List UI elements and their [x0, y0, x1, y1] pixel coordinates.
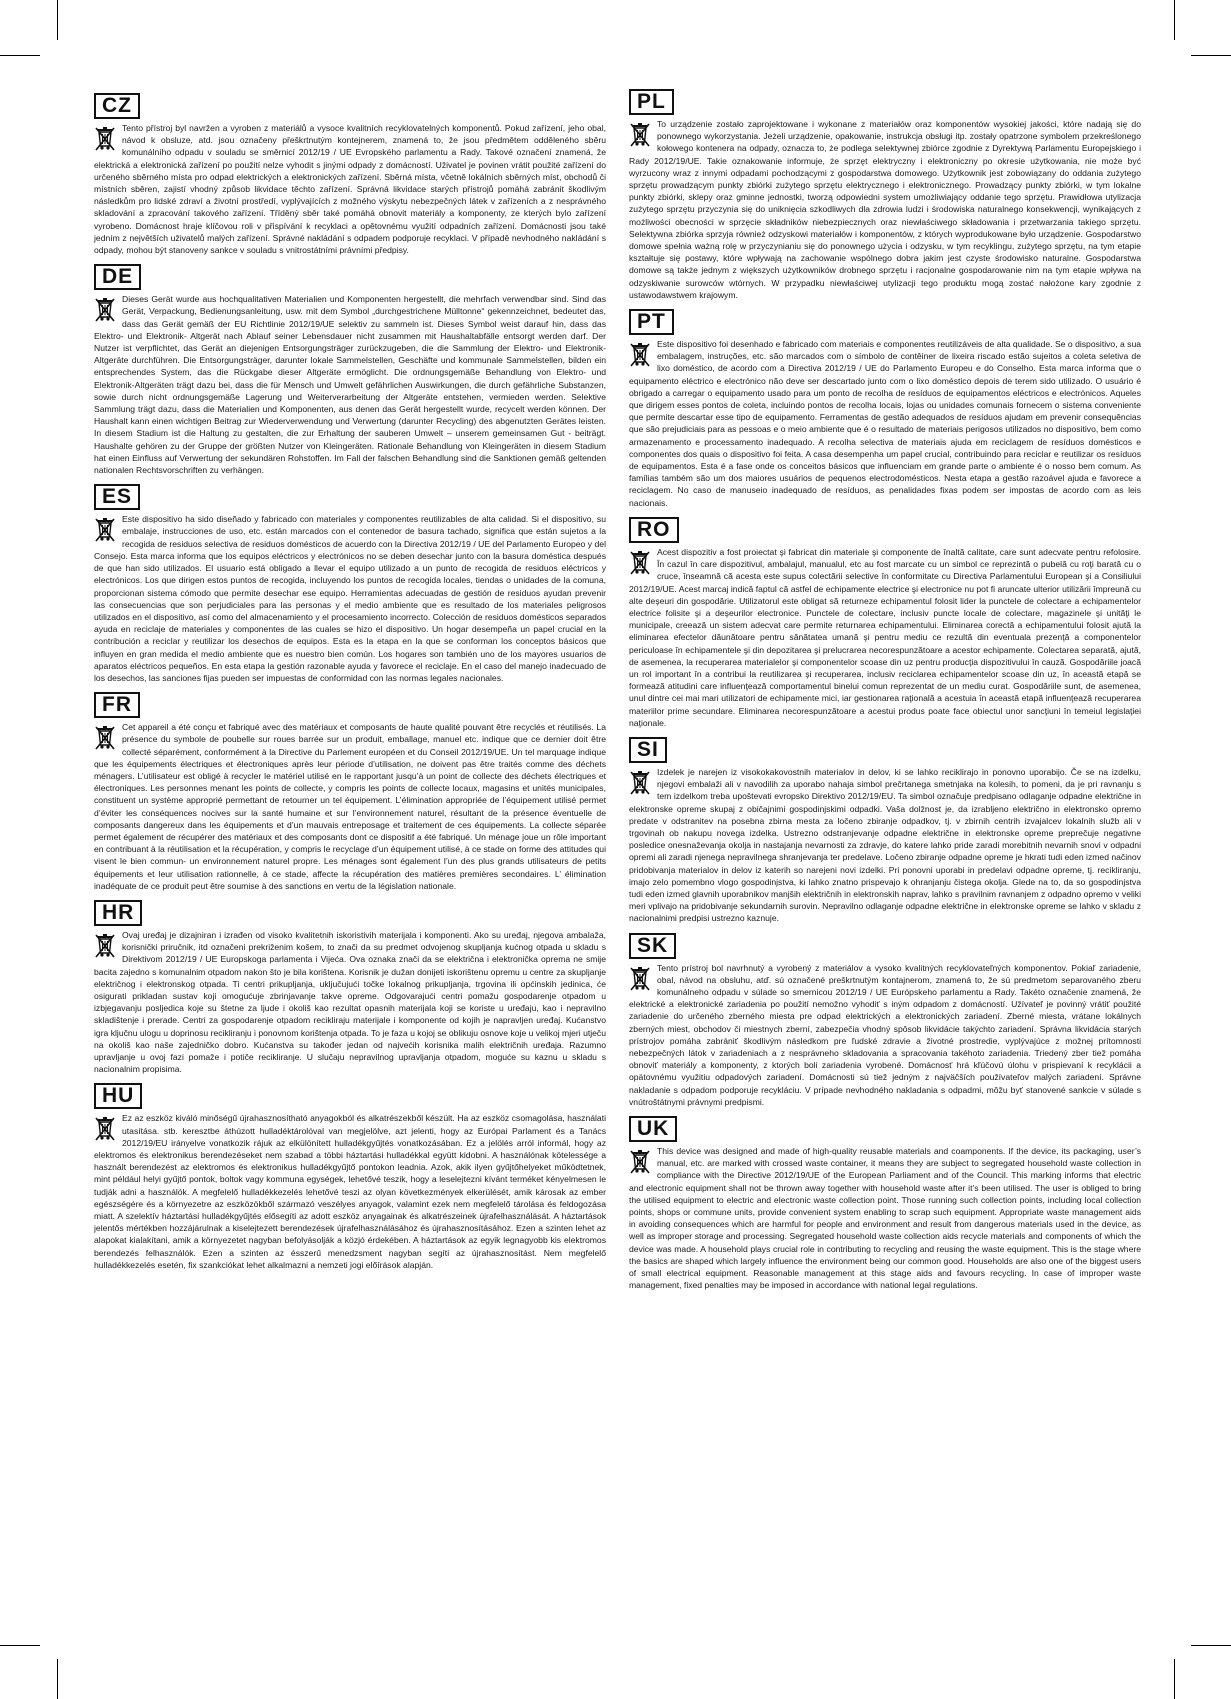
- crossed-out-wheelie-bin-icon: [629, 964, 651, 992]
- section-text: Tento přístroj byl navržen a vyroben z materiálů a vysoce kvalitních recyklovatelných komponentů. Pokud zařízení, jeho obal, návod k obsluze, atd. jsou označeny přeškrtnutým kontejnerem, znamená to, že jsou předmětem odděleného sběru komunálního odpadu v souladu se směrnicí 2012/19 / UE Evropského parlamentu a Rady. Takové označení znamená, že elektrická a elektronická zařízení po použití nelze vyhodit s jinými odpady z domácností. Uživatel je povinen vrátit použité zařízení do určeného sběrného místa pro odpad elektrických a elektronických zařízení. Sběrná místa, včetně lokálních sběrných míst, obchodů či místních sběren, zajistí vhodný způsob likvidace těchto zařízení. Správná likvidace starých přístrojů pomáhá zabránit škodlivým následkům pro lidské zdraví a životní prostředí, vyplývajících z možného výskytu nebezpečných látek v zařízeních a z nesprávného skladování a zpracování takového zařízení. Tříděný sběr také pomáhá obnovit materiály a komponenty, ze kterých bylo zařízení vyrobeno. Domácnost hraje klíčovou roli v přispívání k recyklaci a opětovnému využití odpadních zařízení. Domácnosti jsou také jedním z největších uživatelů malých zařízení. Správné nakládání s odpadem podporuje recyklaci. V případě nevhodného nakládání s odpady, mohou být stanoveny sankce v souladu s vnitrostátními právními předpisy.: [94, 123, 606, 256]
- crossed-out-wheelie-bin-icon: [94, 723, 116, 751]
- crop-mark: [1174, 1659, 1175, 1699]
- crossed-out-wheelie-bin-icon: [629, 340, 651, 368]
- section-text: To urządzenie zostało zaprojektowane i wykonane z materiałów oraz komponentów wysokiej jakości, które nadają się do ponownego wykorzystania. Jeżeli urządzenie, opakowanie, instrukcja obsługi itp. zostały opatrzone symbolem przekreślonego kołowego kontenera na odpady, oznacza to, że podlega selektywnej zbiórce zgodnie z Dyrektywą Parlamentu Europejskiego i Rady 2012/19/UE. Takie oznakowanie informuje, że sprzęt elektryczny i elektroniczny po okresie użytkowania, nie może być wyrzucony wraz z innymi odpadami pochodzącymi z gospodarstwa domowego. Użytkownik jest zobowiązany do oddania zużytego sprzętu prowadzącym punkty zbiórki zużytego sprzętu elektrycznego i elektronicznego. Prowadzący punkty zbiórki, w tym lokalne punkty zbiórki, sklepy oraz gminne jednostki, tworzą odpowiedni system umożliwiający oddanie tego sprzętu. Prawidłowa utylizacja zużytego sprzętu przyczynia się do uniknięcia szkodliwych dla zdrowia ludzi i środowiska naturalnego konsekwencji, wynikających z możliwości obecności w sprzęcie składników niebezpiecznych oraz niewłaściwego składowania i przetwarzania takiego sprzętu. Selektywna zbiórka sprzyja również odzyskowi materiałów i komponentów, z których wyprodukowane było urządzenie. Gospodarstwo domowe spełnia ważną rolę w przyczynianiu się do ponownego użycia i odzysku, w tym recyklingu, zużytego sprzętu, na tym etapie kształtuje się postawy, które wpływają na zachowanie wspólnego dobra jakim jest czyste środowisko naturalne. Gospodarstwa domowe są także jednym z większych użytkowników drobnego sprzętu i racjonalne gospodarowanie nim na tym etapie wpływa na odzyskiwanie surowców wtórnych. W przypadku niewłaściwej utylizacji tego produktu mogą zostać nałożone kary zgodnie z ustawodawstwem krajowym.: [629, 119, 1141, 300]
- crop-mark: [57, 0, 58, 40]
- language-section-sk: [629, 933, 1141, 1108]
- section-text: Este dispositivo ha sido diseñado y fabricado con materiales y componentes reutilizables de alta calidad. Si el dispositivo, su embalaje, instrucciones de uso, etc. están marcados con el contenedor de basura tachado, significa que están sujetos a la recogida de residuos selectiva de residuos domésticos de acuerdo con la Directiva 2012/19 / UE del Parlamento Europeo y del Consejo. Esta marca informa que los equipos eléctricos y electrónicos no se deben desechar junto con la basura doméstica después de que han sido utilizados. El usuario está obligado a llevar el equipo utilizado a un punto de recogida de residuos eléctricos y electrónicos. Los que dirigen estos puntos de recogida, incluyendo los puntos de recogida locales, tiendas o unidades de la comuna, proporcionan sistema cómodo que permite desechar ese equipo. Herramientas adecuadas de gestión de residuos ayudan prevenir las consecuencias que son perjudiciales para las personas y el medio ambiente que es resultado de los materiales peligrosos utilizados en el dispositivo, así como del almacenamiento y el procesamiento incorrecto. Colección de residuos domésticos separados ayuda en reciclaje de materiales y componentes de las cuales se hizo el dispositivo. Un hogar desempeña un papel crucial en la contribución a reciclar y reutilizar los desechos de equipos. Esta es la etapa en la que se conforman los conceptos básicos que influyen en gran medida el medio ambiente que es nuestro bien común. Los hogares son también uno de los mayores usuarios de aparatos eléctricos pequeños. En esta etapa la gestión razonable ayuda y favorece el reciclaje. En el caso del manejo inadecuado de los desechos, las sanciones fijas pueden ser impuestas de conformidad con las normas legales nacionales.: [94, 514, 606, 683]
- language-code-badge: HU: [94, 1083, 142, 1109]
- section-text: Acest dispozitiv a fost proiectat şi fabricat din materiale şi componente de înaltă calitate, care sunt adecvate pentru refolosire. În cazul în care dispozitivul, ambalajul, manualul, etc au fost marcate cu un simbol ce reprezintă o pubelă cu roţi barată cu o cruce, înseamnă că acesta este supus colectării selective în conformitate cu Directiva Parlamentului European şi a Consiliului 2012/19/UE. Acest marcaj indică faptul că astfel de echipamente electrice şi electronice nu pot fi aruncate ulterior utilizării împreună cu alte deşeuri din gospodărie. Utilizatorul este obligat să returneze echipamentul folosit lider la punctele de colectare a echipamentelor electrice folisite şi a deşeurilor electronice. Punctele de colectare, inclusiv puncte locale de colectare, magazinele şi unităţi le municipale, creează un sistem adecvat care permite returnarea echipamentului. Eliminarea corectă a echipamentului folosit ajută la eliminarea efectelor dăunătoare pentru sănătatea umană şi pentru mediu ce rezultă din eventuala prezenţă a componentelor periculoase în echipamentele şi din depozitarea şi prelucrarea necorespunzătoare a acestor echipamente. Colectarea separată, ajută, de asemenea, la recuperarea materialelor şi componentelor scoase din uz pentru producţia dispozitivului în cauză. Gospodăriile joacă un rol important în a contribui la reutilizarea şi recuperarea, inclusiv reciclarea echipamentelor scoase din uz, în această etapă se formează atitudini care influenţează comportamentul binelui comun reprezentat de un mediu curat. Gospodăriile sunt, de asemenea, unul dintre cei mai mari utilizatori de echipamente mici, iar gestionarea raţională a acestuia în această etapă influenţează recuperarea materiilor prime secundare. Eliminarea necorespunzătoare a acestui produs poate face obiectul unor sancţiuni în temeiul legislaţiei naţionale.: [629, 546, 1141, 728]
- language-section-hu: [94, 1083, 606, 1271]
- section-text: This device was designed and made of high-quality reusable materials and coamponents. If the device, its packaging, user’s manual, etc. are marked with crossed waste container, it means they are subject to segregated household waste collection in compliance with the Directive 2012/19/UE of the European Parliament and of the Council. This marking informs that electric and electronic equipment shall not be thrown away together with household waste after it’s been utilised. The user is obliged to bring the utilised equipment to electric and electronic waste collection point. Those running such collection points, including local collection points, shops or commune units, provide convenient system enabling to scrap such equipment. Appropriate waste management aids in avoiding consequences which are harmful for people and environment and result from dangerous materials used in the device, as well as improper storage and processing. Segregated household waste collection aids recycle materials and components of which the device was made. A household plays crucial role in contributing to recycling and reusing the waste equipment. This is the stage where the basics are shaped which largely influence the environment being our common good. Households are also one of the biggest users of small electrical equipment. Reasonable management at this stage aids and favours recycling. In case of improper waste management, fixed penalties may be imposed in accordance with national legal regulations.: [629, 1146, 1141, 1291]
- section-body: [94, 513, 606, 684]
- language-code-badge: FR: [94, 692, 140, 718]
- language-code-badge: SK: [629, 933, 676, 959]
- crossed-out-wheelie-bin-icon: [94, 295, 116, 323]
- section-text: Izdelek je narejen iz visokokakovostnih materialov in delov, ki se lahko reciklirajo in ponovno uporabijo. Če se na izdelku, njegovi embalaži ali v navodilih za uporabo nahaja simbol prečrtanega smetnjaka na kolesih, to pomeni, da je pri ravnanju s tem izdelkom treba upoštevati evropsko Direktivo 2012/19/EU. Ta simbol označuje predpisano odlaganje odpadne električne in elektronske opreme skupaj z običajnimi gospodinjskimi odpadki. Vaša dolžnost je, da izrabljeno električno in elektronsko opremo predate v odstranitev na posebna zbirna mesta za ločeno zbiranje odpadkov, tj. v zbirnih centrih izvajalcev lokalnih služb ali v trgovinah ob nakupu novega izdelka. Ustrezno odstranjevanje odpadne električne in elektronske opreme preprečuje negativne posledice onesnaževanja okolja in nastajanja nevarnosti za zdravje, do katere lahko pride zaradi morebitnih nevarnih snovi v odpadni opremi ali zaradi njenega nepravilnega shranjevanja ter predelave. Ločeno zbiranje odpadne opreme je hkrati tudi eden izmed načinov pridobivanja materialov in delov iz katerih so narejeni novi izdelki. Pri ponovni uporabi in predelavi odpadne opreme, tj. recikliranju, imajo zelo pomembno vlogo gospodinjstva, ki lahko znatno prispevajo k ohranjanju čistega okolja. Glede na to, da so gospodinjstva tudi eden izmed glavnih uporabnikov manjših električnih in elektronskih naprav, lahko s pravilnim ravnanjem z odpadno opremo v veliki meri vplivajo na pridobivanje sekundarnih surovin. Nepravilno odlaganje odpadne električne in elektronske opreme se lahko v skladu z nacionalnimi predpisi ustrezno kaznuje.: [629, 766, 1141, 924]
- language-section-fr: [94, 692, 606, 892]
- crossed-out-wheelie-bin-icon: [629, 120, 651, 148]
- language-code-badge: SI: [629, 737, 667, 763]
- language-section-es: [94, 484, 606, 684]
- crossed-out-wheelie-bin-icon: [629, 768, 651, 796]
- language-section-pt: [629, 309, 1141, 509]
- section-body: [629, 118, 1141, 301]
- language-code-badge: DE: [94, 264, 141, 290]
- language-code-badge: ES: [94, 484, 140, 510]
- section-text: Ovaj uređaj je dizajniran i izrađen od visoko kvalitetnih iskoristivih materijala i komponenti. Ako su uređaj, njegova ambalaža, korisnički priručnik, itd označeni prekriženim košem, to znači da su predmet odvojenog skupljanja kućnog otpada u skladu s Direktivom 2012/19 / UE Europskoga parlamenta i Vijeća. Ova oznaka znači da se električna i elektronička oprema ne smije bacita zajedno s komunalnim otpadom nakon što je bila korištena. Korisnik je dužan donijeti iskorištenu opremu u centre za skupljanje električnog i elektronskog otpada. Ti centri prikupljanja, uključujući točke lokalnog prikupljanja, trgovina ili općinskih jedinica, će osigurati prikladan sustav koji omogućuje zbrinjavanje takve opreme. Odgovarajući centri pomažu gospodarenje otpadom u izbjegavanju posljedica koje su štetne za ljude i okoliš kao rezultat opasnih materijala koji se koriste u uređaju, kao i nepravilno skladištenje i prerade. Centri za gospodarenje otpadom recikliraju materijale i komponente od kojih je napravljen uređaj. Kućanstvo igra ključnu ulogu u doprinosu recikliranju i ponovnom korištenja otpada. To je faza u kojoj se oblikuju osnove koje u velikoj mjeri utječu na okoliš kao naše zajedničko dobro. Kućanstva su također jedan od najvećih korisnika malih električnih uređaja. Razumno upravljanje u ovoj fazi pomaže i potiče recikliranje. U slučaju nepravilnog upravljanja otpadom, moguće su kaznu u skladu s nacionalnim propisima.: [94, 929, 606, 1075]
- crossed-out-wheelie-bin-icon: [94, 515, 116, 543]
- language-code-badge: RO: [629, 517, 679, 543]
- language-code-badge: UK: [629, 1116, 677, 1142]
- language-section-ro: [629, 517, 1141, 729]
- section-body: [629, 962, 1141, 1108]
- language-code-badge: PL: [629, 89, 674, 115]
- language-section-cz: [94, 93, 606, 256]
- crop-mark: [0, 1645, 40, 1646]
- crossed-out-wheelie-bin-icon: [94, 931, 116, 959]
- crossed-out-wheelie-bin-icon: [629, 1147, 651, 1175]
- section-text: Cet appareil a été conçu et fabriqué avec des matériaux et composants de haute qualité pouvant être recyclés et réutilisés. La présence du symbole de poubelle sur roues barrée sur un produit, emballage, manuel etc. indique que ce dernier doit être collecté séparément, conformément à la Directive du Parlement européen et du Conseil 2012/19/UE. Un tel marquage indique que les équipements électriques et électroniques après leur période d’utilisation, ne doivent pas être traités comme des déchets ménagers. L’utilisateur est obligé à recycler le matériel utilisé en le rapportant jusqu’à un point de collecte des déchets électriques et électroniques. Les personnes menant les points de collecte, y compris les points de collecte locaux, magasins et unités municipales, constituent un système approprié permettant de retourner un tel équipement. L’élimination appropriée de l’équipement utilisé permet d’éviter les conséquences nocives sur la santé humaine et sur l’environnement naturel, résultant de la présence éventuelle de composants dangereux dans les équipements et d’un mauvais entreposage et traitement de ces équipements. La collecte séparée permet également de récupérer des matériaux et des composants dont ce dispositif a été fabriqué. Un ménage joue un rôle important en contribuant à la réutilisation et la récupération, y compris le recyclage d’un équipement utilisé, à ce stade on forme des attitudes qui visent le bien commun- un environnement naturel propre. Les ménages sont également l’un des plus grands utilisateurs de petits équipements et leur utilisation rationnelle, à ce stade, affecte la récupération des matières premières secondaires. L’ élimination inadéquate de ce produit peut être soumise à des sanctions en vertu de la législation nationale.: [94, 722, 606, 891]
- language-section-pl: [629, 89, 1141, 301]
- section-text: Ez az eszköz kiváló minőségű újrahasznosítható anyagokból és alkatrészekből készült. Ha az eszköz csomagolása, használati utasítása. stb. keresztbe áthúzott hulladéktárolóval van megjelölve, azt jelenti, hogy az Európai Parlament és a Tanács 2012/19/EU irányelve vonatkozik rájuk az elkülönített hulladékgyűjtés vonatkozásában. Ez a jelölés arról informál, hogy az elektromos és elektronikus berendezéseket nem szabad a többi háztartási hulladékkal együtt kidobni. A használónak kötelessége a használt berendezést az elektromos és elektronikus hulladékgyűjtő pontokon leadnia. Azok, akik ilyen gyűjtőhelyeket működtetnek, mint például helyi gyűjtő pontok, boltok vagy kommuna egységek, lehetővé teszik, hogy a leselejtezni kívánt terméket kényelmesen le tudják adni a használók. A megfelelő hulladékkezelés lehetővé teszi az olyan következmények elkerülését, amik károsak az ember egészségére és a környezetre az eszközökből származó veszélyes anyagok, valamint ezek nem megfelelő tárolása és feldogozása miatt. A szelektív háztartási hulladékgyűjtés elősegíti az adott eszköz anyagainak és alkatrészeinek újrafelhasználását. A háztartások jelentős mértékben hozzájárulnak a kiselejtezett berendezések újrafelhasználásához és újrahasznosításához. Ezen a szinten lehet az alapokat kialakítani, amik a környezetet nagyban befolyásolják a közjó érdekében. A háztartások az egyik legnagyobb kis elektromos berendezés felhasználók. Ezen a szinten az ésszerű menedzsment nagyban segíti az újrahasznosítást. Nem megfelelő hulladékkezelés esetén, fix szankciókat lehet alkalmazni a nemzeti jogi előírások alapján.: [94, 1113, 606, 1270]
- crop-mark: [0, 55, 40, 56]
- left-column: [94, 93, 606, 1279]
- language-section-uk: [629, 1116, 1141, 1291]
- crossed-out-wheelie-bin-icon: [94, 1114, 116, 1142]
- right-column: [629, 89, 1141, 1299]
- section-body: [94, 721, 606, 892]
- section-body: [94, 1112, 606, 1271]
- crop-mark: [1174, 0, 1175, 40]
- section-body: [629, 766, 1141, 925]
- crop-mark: [1191, 55, 1231, 56]
- section-body: [629, 546, 1141, 729]
- language-section-hr: [94, 900, 606, 1075]
- crossed-out-wheelie-bin-icon: [94, 124, 116, 152]
- section-text: Este dispositivo foi desenhado e fabricado com materiais e componentes reutilizáveis de alta qualidade. Se o dispositivo, a sua embalagem, instruções, etc. são marcados com o símbolo de contêiner de lixeira riscado estão sujeitos a coleta seletiva de lixo doméstico, de acordo com a Directiva 2012/19 / UE do Parlamento Europeu e do Conselho. Esta marca informa que o equipamento eléctrico e electrónico não deve ser descartado junto com o lixo doméstico depois de terem sido utilizado. O usuário é obrigado a carregar o equipamento usado para um ponto de recolha de resíduos de equipamentos eléctricos e electrónicos. Aqueles que dirigem esses pontos de coleta, incluindo pontos de recolha locais, lojas ou unidades comunais fornecem o sistema conveniente que permite descartar esse tipo de equipamento. Ferramentas de gestão adequados de resíduos ajudam em prevenir consequências que são prejudiciais para as pessoas e o meio ambiente que é o resultado de materiais perigosos utilizados no dispositivo, bem como armazenamento e processamento inadequado. A recolha selectiva de materiais ajuda em reciclagem de resíduos domésticos e componentes dos quais o dispositivo foi feita. A casa desempenha um papel crucial, contribuindo para reciclar e reutilizar os resíduos de equipamentos. Esta é a fase onde os conceitos básicos que influenciam em grande parte o ambiente é o nosso bem comum. As famílias também são um dos maiores usuários de pequenos electrodomésticos. Nesta etapa a gestão razoável ajuda e favorece a reciclagem. No caso de manuseio inadequado de resíduos, as penalidades fixas podem ser impostas de acordo com as leis nacionais.: [629, 339, 1141, 508]
- section-body: [94, 122, 606, 256]
- section-body: [629, 1145, 1141, 1291]
- section-body: [629, 338, 1141, 509]
- section-body: [94, 293, 606, 476]
- language-section-de: [94, 264, 606, 476]
- language-code-badge: CZ: [94, 93, 140, 119]
- section-text: Tento prístroj bol navrhnutý a vyrobený z materiálov a vysoko kvalitných recyklovateľných komponentov. Pokiaľ zariadenie, obal, návod na obsluhu, atď. sú označené preškrtnutým kontajnerom, znamená to, že sú predmetom separovaného zberu komunálneho odpadu v súlade so smernicou 2012/19 / UE Európskeho parlamentu a Rady. Takéto označenie znamená, že elektrické a elektronické zariadenia po použití nemožno vyhodiť s iným odpadom z domácností. Užívateľ je povinný vrátiť použité zariadenie do určeného zberného miesta pre odpad elektrických a elektronických zariadení. Zberné miesta, vrátane lokálnych zberných miest, obchodov či miestnych zberní, zabezpečia vhodný spôsob likvidácie takýchto zariadení. Správna likvidácia starých prístrojov pomáha zabrániť škodlivým následkom pre ľudské zdravie a životné prostredie, vyplývajúce z možnej prítomnosti nebezpečných látok v zariadeniach a z nesprávneho skladovania a spracovania takéhoto zariadenia. Triedený zber tiež pomáha obnoviť materiály a komponenty, z ktorých boli zariadenia vyrobené. Domácnosť hrá kľúčovú úlohu v prispievaní k recyklácii a opätovnému využitiu odpadových zariadení. Domácnosti sú tiež jedným z najväčších používateľov malých zariadení. Správne nakladanie s odpadom podporuje recykláciu. V prípade nevhodného nakladania s odpadmi, môžu byť stanovené sankcie v súlade s vnútroštátnymi právnymi predpismi.: [629, 962, 1141, 1107]
- crop-mark: [1191, 1645, 1231, 1646]
- crossed-out-wheelie-bin-icon: [629, 548, 651, 576]
- section-body: [94, 929, 606, 1075]
- language-section-si: [629, 737, 1141, 925]
- crop-mark: [57, 1659, 58, 1699]
- language-code-badge: PT: [629, 309, 674, 335]
- section-text: Dieses Gerät wurde aus hochqualitativen Materialien und Komponenten hergestellt, die mehrfach verwendbar sind. Sind das Gerät, Verpackung, Bedienungsanleitung, usw. mit dem Symbol „durchgestrichene Mülltonne“ gekennzeichnet, bedeutet das, dass das Gerät gemäß der EU Richtlinie 2012/19/UE selektiv zu sammeln ist. Dieses Symbol weist darauf hin, dass das Elektro- und Elektronik- Altgerät nach Ablauf seiner Lebensdauer nicht zusammen mit Haushaltabfälle entsorgt werden darf. Der Nutzer ist verpflichtet, das Gerät an diejenigen Entsorgungsträger zurückzugeben, die die Sammlung der Elektro- und Elektronik-Altgeräte durchführen. Die Entsorgungsträger, darunter lokale Sammelstellen, Geschäfte und kommunale Sammelstellen, bilden ein entsprechendes System, das die Rückgabe dieser Altgeräte ermöglicht. Die ordnungsgemäße Behandlung von Elektro- und Elektronik-Altgeräten trägt dazu bei, dass die für Mensch und Umwelt gefährlichen Auswirkungen, die durch gefährliche Substanzen, sowie durch nicht ordnungsgemäße Lagerung und Weiterverarbeitung der Altgeräte entstehen, vermieden werden. Selektive Sammlung trägt dazu, dass die Materialien und Komponenten, aus denen das Gerät hergestellt wurde, recycelt werden können. Der Haushalt kann einen wichtigen Beitrag zur Wiederverwendung und Verwertung (darunter Recycling) des abgenutzten Gerätes leisten. In diesem Stadium ist die Haltung zu gestalten, die zur Erhaltung der sauberen Umwelt – unserem gemeinsamen Gut - beiträgt. Haushalte gehören zu der Gruppe der größten Nutzer von Kleingeräten. Rationale Behandlung von Kleingeräten in diesem Stadium hat einen Einfluss auf Verwertung der sekundären Rohstoffen. Im Fall der falschen Behandlung sind die Sanktionen gemäß geltenden nationalen Rechtsvorschriften zu verhängen.: [94, 294, 606, 476]
- language-code-badge: HR: [94, 900, 142, 926]
